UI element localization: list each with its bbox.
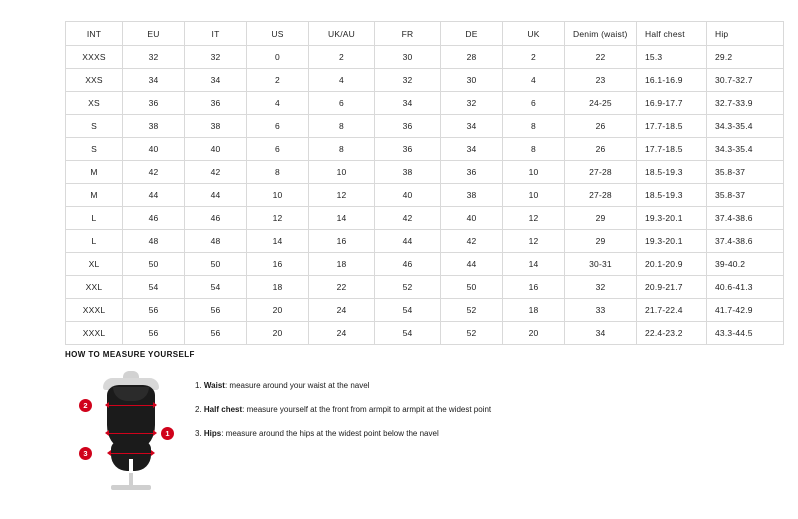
table-cell: M: [66, 161, 123, 184]
table-cell: 40: [185, 138, 247, 161]
table-cell: 32: [565, 276, 637, 299]
table-cell: 2: [247, 69, 309, 92]
table-cell: 22: [565, 46, 637, 69]
table-cell: 4: [503, 69, 565, 92]
table-cell: 6: [503, 92, 565, 115]
table-cell: 14: [309, 207, 375, 230]
table-cell: XL: [66, 253, 123, 276]
table-row: [66, 69, 784, 92]
table-cell: S: [66, 138, 123, 161]
half-chest-measure-line: [107, 405, 155, 406]
table-cell: 10: [247, 184, 309, 207]
table-cell: 8: [309, 115, 375, 138]
table-cell: 44: [123, 184, 185, 207]
table-header-cell: IT: [185, 22, 247, 46]
table-cell: M: [66, 184, 123, 207]
table-cell: 44: [375, 230, 441, 253]
table-cell: 16: [503, 276, 565, 299]
measure-note-number: 1.: [195, 381, 204, 390]
measure-note-text: : measure yourself at the front from armpit to armpit at the widest point: [242, 405, 492, 414]
table-header-cell: Hip: [707, 22, 784, 46]
table-cell: XXXL: [66, 322, 123, 345]
table-cell: 21.7-22.4: [637, 299, 707, 322]
mannequin-illustration: [85, 369, 177, 497]
table-cell: 19.3-20.1: [637, 230, 707, 253]
table-cell: 12: [247, 207, 309, 230]
table-cell: 8: [503, 138, 565, 161]
table-header-cell: Half chest: [637, 22, 707, 46]
table-header-cell: UK: [503, 22, 565, 46]
table-cell: 24-25: [565, 92, 637, 115]
table-cell: 36: [441, 161, 503, 184]
waist-arrow-left-icon: [105, 430, 109, 436]
table-cell: 20.1-20.9: [637, 253, 707, 276]
table-cell: 10: [503, 161, 565, 184]
table-cell: 34: [375, 92, 441, 115]
table-cell: 44: [185, 184, 247, 207]
table-cell: 52: [375, 276, 441, 299]
table-cell: 26: [565, 138, 637, 161]
table-cell: 46: [123, 207, 185, 230]
table-cell: 34: [441, 138, 503, 161]
badge-waist: 1: [161, 427, 174, 440]
how-to-measure-title: HOW TO MEASURE YOURSELF: [65, 350, 195, 359]
table-cell: 24: [309, 322, 375, 345]
hip-arrow-right-icon: [151, 450, 155, 456]
table-cell: 43.3-44.5: [707, 322, 784, 345]
table-cell: 41.7-42.9: [707, 299, 784, 322]
table-row: [66, 276, 784, 299]
table-cell: 16.1-16.9: [637, 69, 707, 92]
table-cell: 34: [565, 322, 637, 345]
table-cell: 32.7-33.9: [707, 92, 784, 115]
table-cell: 15.3: [637, 46, 707, 69]
table-cell: 35.8-37: [707, 184, 784, 207]
table-cell: 8: [503, 115, 565, 138]
table-cell: 2: [309, 46, 375, 69]
measure-note: [195, 379, 745, 393]
table-cell: 37.4-38.6: [707, 207, 784, 230]
table-row: [66, 115, 784, 138]
table-cell: 40: [375, 184, 441, 207]
table-header-cell: FR: [375, 22, 441, 46]
table-cell: 23: [565, 69, 637, 92]
table-cell: 30.7-32.7: [707, 69, 784, 92]
table-cell: 29.2: [707, 46, 784, 69]
mannequin-leg-gap: [129, 459, 133, 473]
table-cell: 37.4-38.6: [707, 230, 784, 253]
table-cell: 12: [309, 184, 375, 207]
measure-note-term: Waist: [203, 381, 225, 390]
table-cell: 52: [441, 299, 503, 322]
table-header-cell: EU: [123, 22, 185, 46]
measure-note-text: : measure around your waist at the navel: [224, 381, 370, 390]
table-cell: 29: [565, 207, 637, 230]
table-row: [66, 184, 784, 207]
table-cell: 42: [375, 207, 441, 230]
waist-measure-line: [107, 433, 155, 434]
hip-arrow-left-icon: [107, 450, 111, 456]
table-cell: 56: [123, 299, 185, 322]
table-cell: 44: [441, 253, 503, 276]
measure-note-text: : measure around the hips at the widest point below the navel: [221, 429, 439, 438]
table-cell: 38: [375, 161, 441, 184]
table-cell: 40.6-41.3: [707, 276, 784, 299]
table-row: [66, 207, 784, 230]
table-cell: 40: [123, 138, 185, 161]
table-cell: 10: [503, 184, 565, 207]
table-cell: 27-28: [565, 161, 637, 184]
table-header-cell: INT: [66, 22, 123, 46]
table-cell: 4: [309, 69, 375, 92]
table-cell: 32: [123, 46, 185, 69]
table-cell: 35.8-37: [707, 161, 784, 184]
measure-note-number: 3.: [195, 429, 204, 438]
table-cell: 34.3-35.4: [707, 115, 784, 138]
table-cell: XXL: [66, 276, 123, 299]
table-row: [66, 253, 784, 276]
table-cell: 30: [441, 69, 503, 92]
table-cell: 14: [503, 253, 565, 276]
table-cell: 34: [185, 69, 247, 92]
table-cell: 17.7-18.5: [637, 115, 707, 138]
table-cell: 36: [375, 138, 441, 161]
table-cell: 6: [247, 115, 309, 138]
table-cell: 17.7-18.5: [637, 138, 707, 161]
table-cell: 48: [185, 230, 247, 253]
table-row: [66, 138, 784, 161]
table-cell: 54: [123, 276, 185, 299]
table-row: [66, 322, 784, 345]
table-cell: 38: [185, 115, 247, 138]
table-cell: 29: [565, 230, 637, 253]
table-cell: 42: [185, 161, 247, 184]
table-cell: 20: [247, 299, 309, 322]
table-cell: 38: [123, 115, 185, 138]
badge-hips: 3: [79, 447, 92, 460]
table-cell: 50: [185, 253, 247, 276]
table-cell: 12: [503, 207, 565, 230]
table-cell: 30-31: [565, 253, 637, 276]
table-cell: 18.5-19.3: [637, 161, 707, 184]
table-cell: 48: [123, 230, 185, 253]
table-cell: 16: [247, 253, 309, 276]
table-cell: 54: [185, 276, 247, 299]
table-cell: XXXL: [66, 299, 123, 322]
table-cell: 30: [375, 46, 441, 69]
table-cell: 46: [185, 207, 247, 230]
table-cell: 10: [309, 161, 375, 184]
table-cell: 46: [375, 253, 441, 276]
table-cell: 34.3-35.4: [707, 138, 784, 161]
mannequin-torso: [107, 385, 155, 447]
table-cell: 32: [441, 92, 503, 115]
table-cell: 14: [247, 230, 309, 253]
table-cell: 42: [441, 230, 503, 253]
table-cell: 33: [565, 299, 637, 322]
table-cell: 39-40.2: [707, 253, 784, 276]
table-cell: 52: [441, 322, 503, 345]
size-conversion-table: [65, 21, 784, 345]
mannequin-figure-column: [65, 369, 195, 499]
table-cell: 54: [375, 299, 441, 322]
how-to-measure-body: [65, 369, 745, 499]
table-cell: 56: [123, 322, 185, 345]
table-cell: 6: [309, 92, 375, 115]
table-cell: 16: [309, 230, 375, 253]
table-cell: 27-28: [565, 184, 637, 207]
table-cell: 22.4-23.2: [637, 322, 707, 345]
table-cell: 36: [185, 92, 247, 115]
table-cell: 8: [309, 138, 375, 161]
table-cell: 32: [375, 69, 441, 92]
table-cell: 18.5-19.3: [637, 184, 707, 207]
table-body: [66, 46, 784, 345]
table-cell: 36: [375, 115, 441, 138]
table-cell: 26: [565, 115, 637, 138]
table-cell: XS: [66, 92, 123, 115]
table-cell: L: [66, 230, 123, 253]
measure-note-number: 2.: [195, 405, 204, 414]
table-cell: XXXS: [66, 46, 123, 69]
table-header-cell: DE: [441, 22, 503, 46]
table-cell: 6: [247, 138, 309, 161]
table-cell: 24: [309, 299, 375, 322]
table-cell: 0: [247, 46, 309, 69]
table-cell: 28: [441, 46, 503, 69]
hip-measure-line: [109, 453, 153, 454]
table-cell: 18: [247, 276, 309, 299]
table-cell: 19.3-20.1: [637, 207, 707, 230]
size-table-container: [65, 21, 753, 345]
table-row: [66, 46, 784, 69]
table-cell: 20.9-21.7: [637, 276, 707, 299]
table-cell: 4: [247, 92, 309, 115]
table-header-cell: Denim (waist): [565, 22, 637, 46]
table-cell: 34: [123, 69, 185, 92]
table-cell: 34: [441, 115, 503, 138]
half-chest-arrow-right-icon: [153, 402, 157, 408]
table-cell: 20: [247, 322, 309, 345]
table-cell: 38: [441, 184, 503, 207]
table-cell: 42: [123, 161, 185, 184]
table-header-row: [66, 22, 784, 46]
table-cell: 18: [503, 299, 565, 322]
measure-note-term: Hips: [203, 429, 222, 438]
table-cell: L: [66, 207, 123, 230]
table-cell: 56: [185, 299, 247, 322]
table-row: [66, 299, 784, 322]
table-cell: S: [66, 115, 123, 138]
table-header-cell: UK/AU: [309, 22, 375, 46]
table-row: [66, 230, 784, 253]
badge-half-chest: 2: [79, 399, 92, 412]
table-cell: 54: [375, 322, 441, 345]
table-cell: 8: [247, 161, 309, 184]
table-cell: 2: [503, 46, 565, 69]
table-header-cell: US: [247, 22, 309, 46]
table-cell: 50: [441, 276, 503, 299]
table-cell: 40: [441, 207, 503, 230]
measure-note-term: Half chest: [203, 405, 243, 414]
table-cell: XXS: [66, 69, 123, 92]
waist-arrow-right-icon: [153, 430, 157, 436]
table-cell: 18: [309, 253, 375, 276]
table-cell: 12: [503, 230, 565, 253]
table-cell: 36: [123, 92, 185, 115]
table-row: [66, 161, 784, 184]
measure-note: [195, 427, 745, 441]
table-row: [66, 92, 784, 115]
measure-notes-list: [195, 369, 745, 451]
table-cell: 56: [185, 322, 247, 345]
table-cell: 32: [185, 46, 247, 69]
measure-note: [195, 403, 745, 417]
table-cell: 16.9-17.7: [637, 92, 707, 115]
table-cell: 20: [503, 322, 565, 345]
how-to-measure-section: [65, 350, 745, 499]
table-cell: 22: [309, 276, 375, 299]
table-cell: 50: [123, 253, 185, 276]
half-chest-arrow-left-icon: [105, 402, 109, 408]
